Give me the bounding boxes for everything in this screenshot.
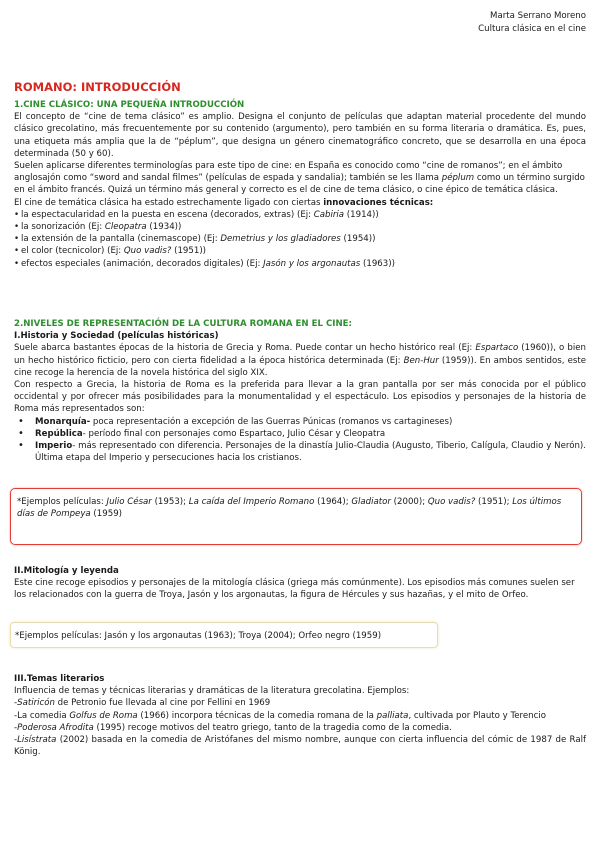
film-title: La caída del Imperio Romano — [188, 497, 315, 507]
text-run: (1954)) — [340, 234, 376, 245]
film-title: Cleopatra — [104, 222, 147, 233]
period-term: Imperio — [35, 441, 73, 452]
section-1-paragraph-1: El concepto de “cine de tema clásico” es amplio. Designa el conjunto de películas que adaptan material procedente del mundo clásico grecolatino, más frecuentemente por su contenido (argumento), pero también en su forma literaria o dramática. Es, pues, una etiqueta más amplia que la de “péplum”, que designa un género cinematográfico concreto, que se desarrolla en una época determinada (50 y 60). — [14, 112, 586, 159]
text-run: (1934)) — [146, 222, 182, 233]
literary-example-3: -Poderosa Afrodita (1995) recoge motivos del teatro griego, tanto de la tragedia como de la comedia. — [14, 722, 452, 733]
text-run: (1966) incorpora técnicas de la comedia romana de la — [137, 710, 377, 721]
subsection-3-heading: III.Temas literarios — [14, 674, 105, 684]
film-title: Lisístrata — [17, 735, 57, 746]
film-title: Quo vadis? — [427, 497, 476, 507]
historical-films-box — [10, 488, 582, 545]
text-run: *Ejemplos películas: — [17, 497, 107, 507]
text-run: (1953); — [151, 497, 189, 507]
subsection-2-paragraph: Este cine recoge episodios y personajes de la mitología clásica (griega más comúnmente). Los episodios más comunes suelen ser los relacionados con la guerra de Troya, Jasón y los argonautas, la figura de Hércules y sus hazañas, y el mito de Orfeo. — [14, 578, 575, 601]
text-run: (1951); — [475, 497, 513, 507]
text-run: Suele abarca bastantes épocas de la historia de Grecia y Roma. Puede contar un hecho histórico real (Ej: — [14, 343, 476, 354]
subsection-2-heading: II.Mitología y leyenda — [14, 566, 119, 576]
text-run: (1959) — [90, 509, 123, 520]
author-name: Marta Serrano Moreno — [490, 11, 586, 21]
course-name: Cultura clásica en el cine — [478, 24, 586, 34]
film-title: Cabiria — [313, 209, 345, 220]
text-run: (1964); — [314, 497, 352, 507]
section-1 — [14, 99, 586, 270]
text-run: efectos especiales (animación, decorados digitales) (Ej: — [21, 258, 264, 269]
list-item — [14, 209, 586, 221]
text-run: (2002) basada en la comedia de Aristófanes del mismo nombre, aunque con cierta influencia del cómic de 1987 de Ralf König. — [14, 735, 586, 758]
text-run: (1914)) — [344, 209, 379, 220]
film-title: Demetrius y los gladiadores — [220, 234, 341, 245]
list-item — [14, 440, 586, 464]
text-run-bold: innovaciones técnicas: — [323, 197, 434, 208]
page-header — [478, 10, 586, 36]
list-item — [14, 245, 586, 257]
text-run: el color (tecnicolor) (Ej: — [21, 246, 124, 257]
section-2-heading: 2.NIVELES DE REPRESENTACIÓN DE LA CULTURA ROMANA EN EL CINE: — [14, 319, 352, 329]
film-title: Jasón y los argonautas — [263, 258, 361, 269]
text-run: Suelen aplicarse diferentes terminologías para este tipo de cine: en España es conocido como “cine de romanos”; en el ámbito anglosajón como “sword and sandal filmes” (películas de espada y sandalia); también se les llama — [14, 161, 563, 184]
document-title: ROMANO: INTRODUCCIÓN — [14, 80, 181, 94]
film-title: Gladiator — [351, 497, 391, 507]
mythology-films-box: *Ejemplos películas: Jasón y los argonautas (1963); Troya (2004); Orfeo negro (1959) — [10, 622, 438, 648]
film-title: Espartaco — [475, 343, 519, 354]
period-term: República — [35, 428, 83, 439]
text-run: (1963)) — [360, 258, 395, 269]
text-run: la sonorización (Ej: — [21, 222, 105, 233]
film-title: Julio César — [106, 497, 152, 507]
text-run: (2000); — [390, 497, 428, 507]
innovations-list — [14, 209, 586, 270]
subsection-3-intro: Influencia de temas y técnicas literarias y dramáticas de la literatura grecolatina. Ejemplos: — [14, 686, 410, 697]
text-run: El cine de temática clásica ha estado estrechamente ligado con ciertas — [14, 197, 324, 208]
subsection-1-paragraph-1 — [14, 342, 586, 379]
text-run: - más representado con diferencia. Personajes de la dinastía Julio-Claudia (Augusto, Tiberio, Calígula, Claudio y Nerón). Última etapa del Imperio y persecuciones hacia los cristianos. — [35, 441, 586, 464]
text-run: (1959)). En ambos sentidos, este cine recoge la herencia de la novela histórica del siglo XIX. — [14, 355, 586, 378]
film-title: Quo vadis? — [123, 246, 172, 257]
literary-example-1: -Satiricón de Petronio fue llevada al cine por Fellini en 1969 — [14, 698, 271, 709]
film-title: Golfus de Roma — [69, 710, 138, 721]
section-1-paragraph-2 — [14, 160, 586, 197]
section-2 — [14, 318, 586, 464]
subsection-2 — [14, 565, 586, 602]
list-item — [14, 428, 586, 440]
subsection-3 — [14, 673, 586, 758]
subsection-1-paragraph-2: Con respecto a Grecia, la historia de Roma es la preferida para llevar a la gran pantalla por ser más conocida por el público occidental y por ofrecer más posibilidades para la monumentalidad y el espectáculo. Los episodios y personajes de la historia de Roma más representados son: — [14, 380, 586, 415]
list-item — [14, 221, 586, 233]
text-run-italic: péplum — [441, 173, 475, 184]
text-run: poca representación a excepción de las Guerras Púnicas (romanos vs cartagineses) — [90, 416, 453, 427]
text-run: - período final con personajes como Espartaco, Julio César y Cleopatra — [82, 428, 386, 439]
text-run: (1960)), o bien un hecho histórico ficticio, pero con cierta fidelidad a la época histórica determinada (Ej: — [14, 343, 586, 366]
text-run: , cultivada por Plauto y Terencio — [408, 710, 546, 721]
text-run: -La comedia — [14, 710, 70, 721]
text-run: la extensión de la pantalla (cinemascope) (Ej: — [21, 234, 221, 245]
text-run: (1995) recoge motivos del teatro griego, tanto de la tragedia como de la comedia. — [93, 722, 452, 733]
section-1-paragraph-3 — [14, 197, 586, 209]
text-run: (1951)) — [171, 246, 207, 257]
section-1-heading: 1.CINE CLÁSICO: UNA PEQUEÑA INTRODUCCIÓN — [14, 100, 245, 110]
subsection-1-heading: I.Historia y Sociedad (películas históricas) — [14, 331, 219, 342]
text-run: de Petronio fue llevada al cine por Fellini en 1969 — [54, 698, 271, 709]
period-term: Monarquía- — [35, 416, 91, 427]
film-title: Los últimos días de Pompeya — [17, 497, 562, 520]
periods-list — [14, 416, 586, 465]
text-run-italic: palliata — [376, 710, 409, 721]
film-title: Satiricón — [17, 698, 55, 709]
film-title: Poderosa Afrodita — [17, 722, 94, 733]
text-run: la espectacularidad en la puesta en escena (decorados, extras) (Ej: — [21, 209, 314, 220]
list-item — [14, 258, 586, 270]
film-title: Ben-Hur — [403, 355, 439, 366]
literary-example-4: -Lisístrata (2002) basada en la comedia de Aristófanes del mismo nombre, aunque con cierta influencia del cómic de 1987 de Ralf König. — [14, 735, 586, 758]
list-item — [14, 233, 586, 245]
list-item — [14, 416, 586, 428]
text-run: como un término surgido en el ámbito francés. Quizá un término más general y correcto es el de cine de tema clásico, o cine épico de temática clásica. — [14, 173, 585, 196]
literary-example-2 — [14, 710, 586, 722]
